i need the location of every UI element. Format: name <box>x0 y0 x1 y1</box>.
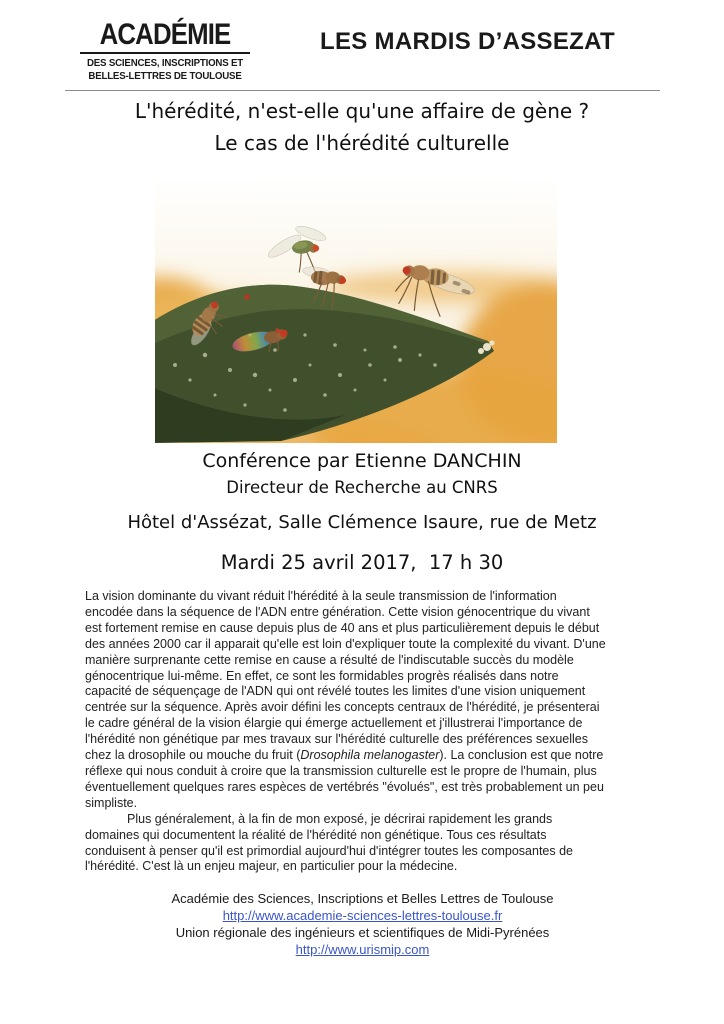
series-title: LES MARDIS D’ASSEZAT <box>320 28 615 55</box>
header-divider <box>65 90 660 91</box>
logo-title: ACADÉMIE <box>99 18 231 51</box>
lecture-title-line2: Le cas de l'hérédité culturelle <box>214 131 510 155</box>
abstract-paragraph-2: Plus généralement, à la fin de mon exposé, je décrirai rapidement les grands domaines qui documentent la réalité de l'hérédité non génétique. Tous ces résultats conduisent à penser qu'il est primordial aujourd'hui d'intégrer toutes les composantes de l'hérédité. C'est là un enjeu majeur, en particulier pour la médecine. <box>85 811 574 874</box>
abstract-paragraph-1 <box>85 589 607 812</box>
footer-org-academie: Académie des Sciences, Inscriptions et Belles Lettres de Toulouse <box>171 891 554 906</box>
footer-org-urismip: Union régionale des ingénieurs et scientifiques de Midi-Pyrénées <box>175 925 550 940</box>
lecture-title-line1: L'hérédité, n'est-elle qu'une affaire de gène ? <box>134 99 590 123</box>
speaker-role: Directeur de Recherche au CNRS <box>226 478 498 497</box>
logo-subtitle-line2: BELLES-LETTRES DE TOULOUSE <box>88 70 242 82</box>
date-time-line: Mardi 25 avril 2017, 17 h 30 <box>220 551 504 574</box>
abstract <box>85 589 607 875</box>
logo-subtitle-line1: DES SCIENCES, INSCRIPTIONS ET <box>86 57 244 69</box>
footer <box>65 890 660 958</box>
abstract-species-italic: Drosophila melanogaster <box>300 748 440 763</box>
footer-link-urismip[interactable]: http://www.urismip.com <box>295 942 430 957</box>
red-mite <box>244 294 250 300</box>
drosophila-photo-illustration <box>155 175 557 443</box>
logo-underline <box>80 52 250 54</box>
abstract-p1-start: La vision dominante du vivant réduit l'hérédité à la seule transmission de l'information encodée dans la séquence de l'ADN entre génération. Cette vision génocentrique du vivant est fortement remise en cause depuis plus de 40 ans et plus particulièrement depuis le début des années 2000 car il apparait qu'elle est loin d'expliquer toute la complexité du vivant. D'une manière surprenante cette remise en cause a résulté de l'indiscutable succès du modèle génocentrique lui-même. En effet, ce sont les formidables progrès réalisés dans notre capacité de séquençage de l'ADN qui ont révélé toutes les limites d'une vision uniquement centrée sur la séquence. Après avoir défini les concepts centraux de l'hérédité, je présenterai le cadre général de la vision élargie qui émerge actuellement et j'illustrerai l'importance de l'hérédité non génétique par mes travaux sur l'hérédité culturelle des préférences sexuelles chez la drosophile ou mouche du fruit ( <box>85 589 606 763</box>
drosophila-photo <box>155 175 557 443</box>
footer-link-academie[interactable]: http://www.academie-sciences-lettres-toulouse.fr <box>222 908 503 923</box>
lecture-title <box>0 95 724 159</box>
abstract-p1-end: ). La conclusion est que notre réflexe qui nous conduit à croire que la transmission culturelle est le propre de l'humain, plus éventuellement quelques rares espèces de vertébrés "évolués", est très probablement un peu simpliste. <box>85 748 604 810</box>
venue-line: Hôtel d'Assézat, Salle Clémence Isaure, rue de Metz <box>127 512 597 533</box>
academie-logo <box>70 19 260 83</box>
speaker-line: Conférence par Etienne DANCHIN <box>202 450 522 472</box>
